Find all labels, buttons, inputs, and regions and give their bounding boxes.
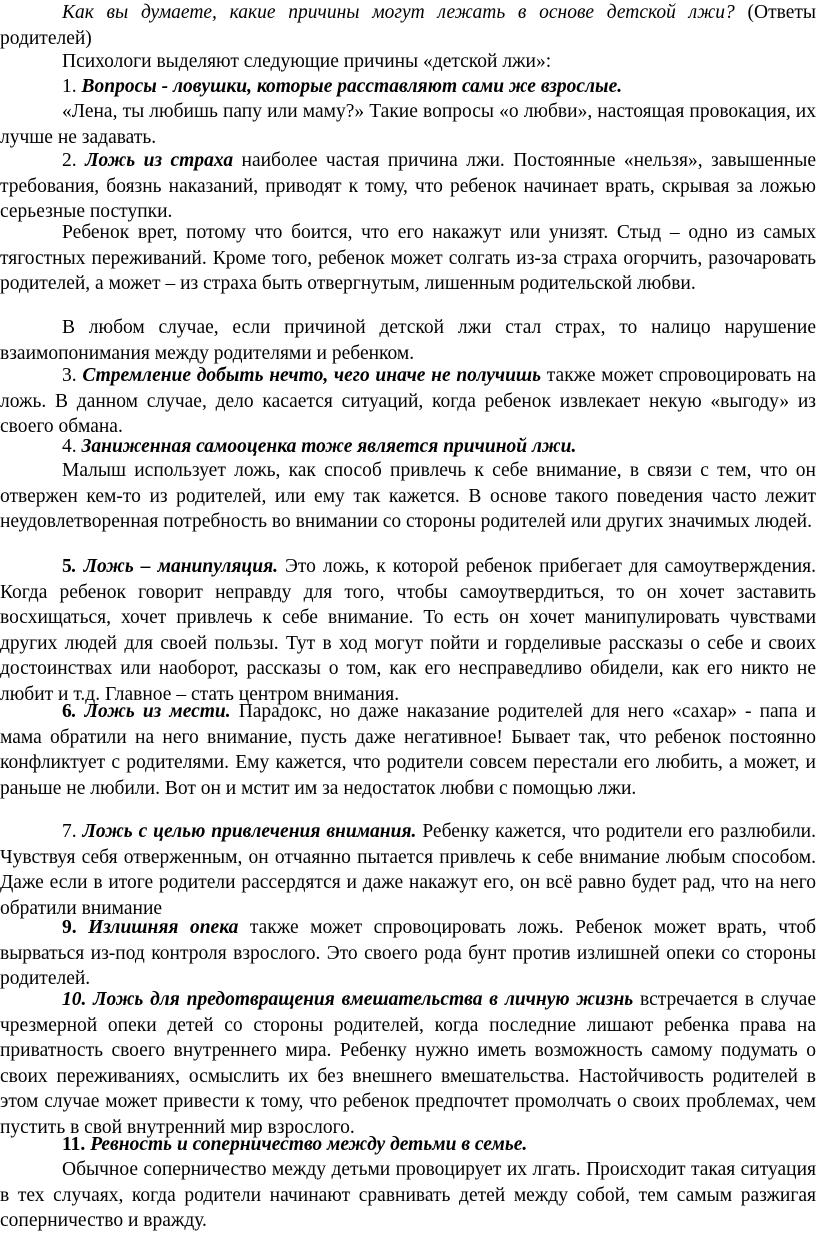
reason-3-text: также может спровоцировать на ложь. В данном случае, дело касается ситуаций, когда ребенок извлекает некую «выгоду» из своего обмана.	[0, 365, 816, 437]
reason-1-title: Вопросы - ловушки, которые расставляют сами же взрослые.	[81, 76, 623, 97]
reason-4-heading	[0, 434, 816, 460]
reason-9-title: Излишняя опека	[88, 917, 239, 938]
reason-2-number: 2.	[62, 150, 86, 171]
reason-7-title: Ложь с целью привлечения внимания.	[82, 821, 417, 842]
intro-question-paragraph	[0, 0, 816, 51]
reason-6-text: Парадокс, но даже наказание родителей для него «сахар» - папа и мама обратили на него внимание, пусть даже негативное! Бывает так, что ребенок постоянно конфликтует с родителями. Ему кажется, что родители совсем перестали его любить, а может, и раньше не любили. Вот он и мстит им за недостаток любви с помощью лжи.	[0, 701, 816, 799]
reason-1-example: «Лена, ты любишь папу или маму?» Такие вопросы «о любви», настоящая провокация, их лучше не задавать.	[0, 101, 816, 148]
reason-3-paragraph	[0, 363, 816, 440]
reason-6-title: . Ложь из мести.	[71, 701, 231, 722]
reason-7-text: Ребенку кажется, что родители его разлюбили. Чувствуя себя отверженным, он отчаянно пытается привлечь к себе внимание любым способом. Даже если в итоге родители рассердятся и даже накажут его, он всё равно будет рад, что на него обратили внимание	[0, 821, 816, 919]
reason-2-conclusion: В любом случае, если причиной детской лжи стал страх, то налицо нарушение взаимопонимания между родителями и ребенком.	[0, 317, 816, 364]
reason-5-number: 5	[62, 556, 72, 577]
reason-2-explanation: Ребенок врет, потому что боится, что его накажут или унизят. Стыд – одно из самых тягостных переживаний. Кроме того, ребенок может солгать из-за страха огорчить, разочаровать родителей, а может – из страха быть отвергнутым, лишенным родительской любви.	[0, 222, 816, 294]
reason-3-title: Стремление добыть нечто, чего иначе не получишь	[82, 365, 542, 386]
reason-10-paragraph	[0, 987, 816, 1140]
intro-line: Психологи выделяют следующие причины «детской лжи»:	[62, 51, 552, 72]
reason-9-text: также может спровоцировать ложь. Ребенок может врать, чтоб вырваться из-под контроля взрослого. Это своего рода бунт против излишней опеки со стороны родителей.	[0, 917, 816, 989]
intro-question: Как вы думаете, какие причины могут лежать в основе детской лжи?	[62, 2, 735, 23]
reason-11-explanation: Обычное соперничество между детьми провоцирует их лгать. Происходит такая ситуация в тех случаях, когда родители начинают сравнивать детей между собой, тем самым разжигая соперничество и вражду.	[0, 1159, 816, 1231]
reason-5-text: Это ложь, к которой ребенок прибегает для самоутверждения. Когда ребенок говорит неправду для того, чтобы самоутвердиться, то он хочет заставить восхищаться, хочет привлечь к себе внимание. То есть он хочет манипулировать чувствами других людей для своей пользы. Тут в ход могут пойти и горделивые рассказы о себе и своих достоинствах или наоборот, рассказы о том, как его несправедливо обидели, как его никто не любит и т.д. Главное – стать центром внимания.	[0, 556, 816, 705]
reason-5-title: . Ложь – манипуляция.	[71, 556, 279, 577]
reason-4-explanation: Малыш использует ложь, как способ привлечь к себе внимание, в связи с тем, что он отвержен кем-то из родителей, или ему так кажется. В основе такого поведения часто лежит неудовлетворенная потребность во внимании со стороны родителей или других значимых людей.	[0, 460, 816, 532]
reason-11-number: 11.	[62, 1134, 91, 1155]
reason-11-title: Ревность и соперничество между детьми в семье.	[90, 1134, 528, 1155]
reason-7-number: 7.	[62, 821, 83, 842]
reason-10-text: встречается в случае чрезмерной опеки детей со стороны родителей, когда последние лишают ребенка права на приватность своего внутреннего мира. Ребенку нужно иметь возможность самому подумать о своих переживаниях, осмыслить их без внешнего вмешательства. Настойчивость родителей в этом случае может привести к тому, что ребенок предпочтет промолчать о своих проблемах, чем пустить в свой внутренний мир взрослого.	[0, 989, 816, 1138]
reason-7-paragraph	[0, 819, 816, 921]
reason-2-text: наиболее частая причина лжи. Постоянные «нельзя», завышенные требования, боязнь наказаний, приводят к тому, что ребенок начинает врать, скрывая за ложью серьезные поступки.	[0, 150, 816, 222]
reason-1-heading	[0, 74, 816, 100]
reason-3-number: 3.	[62, 365, 83, 386]
reason-2-title: Ложь из страха	[85, 150, 234, 171]
reason-9-number: 9.	[62, 917, 89, 938]
reason-9-paragraph	[0, 915, 816, 992]
reason-6-number: 6	[62, 701, 72, 722]
reason-4-number: 4.	[62, 436, 82, 457]
reason-11-heading	[0, 1132, 816, 1158]
reason-6-paragraph	[0, 699, 816, 801]
reason-1-number: 1.	[62, 76, 82, 97]
reason-5-paragraph	[0, 554, 816, 707]
intro-answer-note: (Ответы родителей)	[0, 2, 816, 49]
reason-10-title: 10. Ложь для предотвращения вмешательства в личную жизнь	[62, 989, 634, 1010]
reason-2-paragraph	[0, 148, 816, 225]
reason-4-title: Заниженная самооценка тоже является причиной лжи.	[81, 436, 577, 457]
